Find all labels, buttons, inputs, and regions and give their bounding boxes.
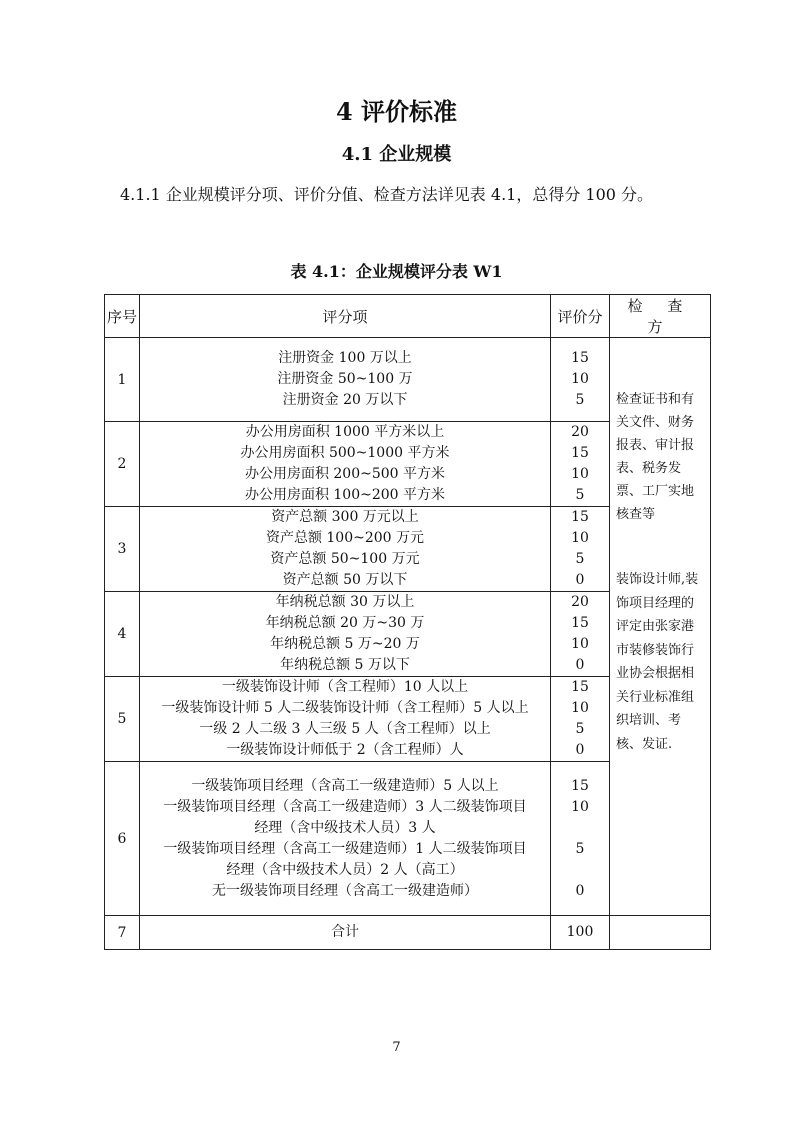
row-items <box>140 422 551 507</box>
item-text: 办公用房面积 500~1000 平方米 <box>240 445 450 461</box>
score-value <box>551 860 609 881</box>
item-text: 办公用房面积 1000 平方米以上 <box>245 424 445 440</box>
item-text: 年纳税总额 5 万以下 <box>280 657 410 673</box>
row-scores <box>551 916 610 950</box>
table-header-row <box>105 295 711 338</box>
subsection-heading: 4.1 企业规模 <box>341 144 452 165</box>
score-value: 15 <box>571 350 589 366</box>
table-body <box>105 338 711 950</box>
item-text: 年纳税总额 5 万~20 万 <box>270 636 420 652</box>
score-value: 10 <box>571 466 589 482</box>
header-item: 评分项 <box>140 295 551 338</box>
table-row <box>105 338 711 422</box>
header-method: 检 查 方 <box>610 295 711 338</box>
item-text: 资产总额 50 万以下 <box>282 572 408 588</box>
item-text: 注册资金 20 万以下 <box>282 392 408 408</box>
header-score: 评价分 <box>551 295 610 338</box>
score-value: 5 <box>575 392 585 408</box>
score-value: 15 <box>571 679 589 695</box>
item-text: 一级装饰项目经理（含高工一级建造师）3 人二级装饰项目 <box>163 798 527 815</box>
item-text: 办公用房面积 200~500 平方米 <box>244 466 446 482</box>
row-items <box>140 677 551 762</box>
score-value: 0 <box>575 657 585 673</box>
row-items <box>140 507 551 592</box>
row-items <box>140 592 551 677</box>
row-seq: 5 <box>105 677 140 762</box>
score-value: 15 <box>571 509 589 525</box>
item-text: 注册资金 100 万以上 <box>278 350 412 366</box>
method-cell-empty <box>610 916 711 950</box>
page-number: 7 <box>392 1040 401 1055</box>
score-value <box>551 818 609 839</box>
intro-paragraph: 4.1.1 企业规模评分项、评价分值、检查方法详见表 4.1，总得分 100 分。 <box>120 185 654 204</box>
score-value: 5 <box>575 487 585 503</box>
score-value: 15 <box>571 615 589 631</box>
table-row <box>105 916 711 950</box>
score-value: 10 <box>571 530 589 546</box>
item-text: 资产总额 50~100 万元 <box>270 551 420 567</box>
row-items <box>140 338 551 422</box>
score-value: 10 <box>571 371 589 387</box>
item-text: 年纳税总额 30 万以上 <box>275 594 415 610</box>
item-text: 无一级装饰项目经理（含高工一级建造师） <box>212 882 478 899</box>
score-value: 0 <box>575 572 585 588</box>
score-value: 5 <box>575 551 585 567</box>
item-text: 注册资金 50~100 万 <box>277 371 413 387</box>
row-seq: 1 <box>105 338 140 422</box>
score-value: 10 <box>571 700 589 716</box>
score-value: 20 <box>571 594 589 610</box>
score-value: 10 <box>571 798 589 815</box>
row-scores <box>551 507 610 592</box>
score-value: 15 <box>571 445 589 461</box>
score-value: 10 <box>571 636 589 652</box>
section-heading: 4 评价标准 <box>335 97 458 126</box>
scoring-table <box>104 294 711 950</box>
score-value: 0 <box>575 882 585 899</box>
method-text-documents: 检查证书和有关文件、财务报表、审计报表、税务发票、工厂实地核查等 <box>616 392 695 522</box>
row-seq: 6 <box>105 762 140 916</box>
row-seq: 4 <box>105 592 140 677</box>
row-scores <box>551 592 610 677</box>
item-text: 资产总额 300 万元以上 <box>271 509 419 525</box>
score-value: 5 <box>575 840 585 857</box>
score-value: 20 <box>571 424 589 440</box>
item-text: 一级装饰项目经理（含高工一级建造师）1 人二级装饰项目 <box>163 840 527 857</box>
table-caption: 表 4.1：企业规模评分表 W1 <box>290 262 503 281</box>
score-value: 0 <box>575 742 585 758</box>
method-text-certification: 装饰设计师,装饰项目经理的评定由张家港市装修装饰行业协会根据相关行业标准组织培训、考核、发证. <box>616 572 699 752</box>
row-seq: 3 <box>105 507 140 592</box>
item-text: 办公用房面积 100~200 平方米 <box>244 487 446 503</box>
item-text: 一级装饰设计师低于 2（含工程师）人 <box>226 742 464 758</box>
row-items <box>140 916 551 950</box>
item-text: 年纳税总额 20 万~30 万 <box>265 615 425 631</box>
row-items <box>140 762 551 916</box>
item-text: 一级装饰设计师（含工程师）10 人以上 <box>221 679 469 695</box>
header-seq: 序号 <box>105 295 140 338</box>
item-text: 一级装饰设计师 5 人二级装饰设计师（含工程师）5 人以上 <box>161 700 529 716</box>
row-scores <box>551 677 610 762</box>
item-text: 经理（含中级技术人员）2 人（高工） <box>226 861 464 878</box>
item-text: 一级装饰项目经理（含高工一级建造师）5 人以上 <box>191 777 499 794</box>
row-seq: 2 <box>105 422 140 507</box>
row-scores <box>551 422 610 507</box>
row-scores <box>551 762 610 916</box>
row-seq: 7 <box>105 916 140 950</box>
item-text: 资产总额 100~200 万元 <box>265 530 425 546</box>
score-value: 100 <box>566 924 594 940</box>
row-scores <box>551 338 610 422</box>
item-text: 合计 <box>331 924 359 940</box>
score-value: 15 <box>571 777 589 794</box>
method-cell <box>610 338 711 916</box>
score-value: 5 <box>575 721 585 737</box>
item-text: 经理（含中级技术人员）3 人 <box>254 819 436 836</box>
item-text: 一级 2 人二级 3 人三级 5 人（含工程师）以上 <box>199 721 491 737</box>
